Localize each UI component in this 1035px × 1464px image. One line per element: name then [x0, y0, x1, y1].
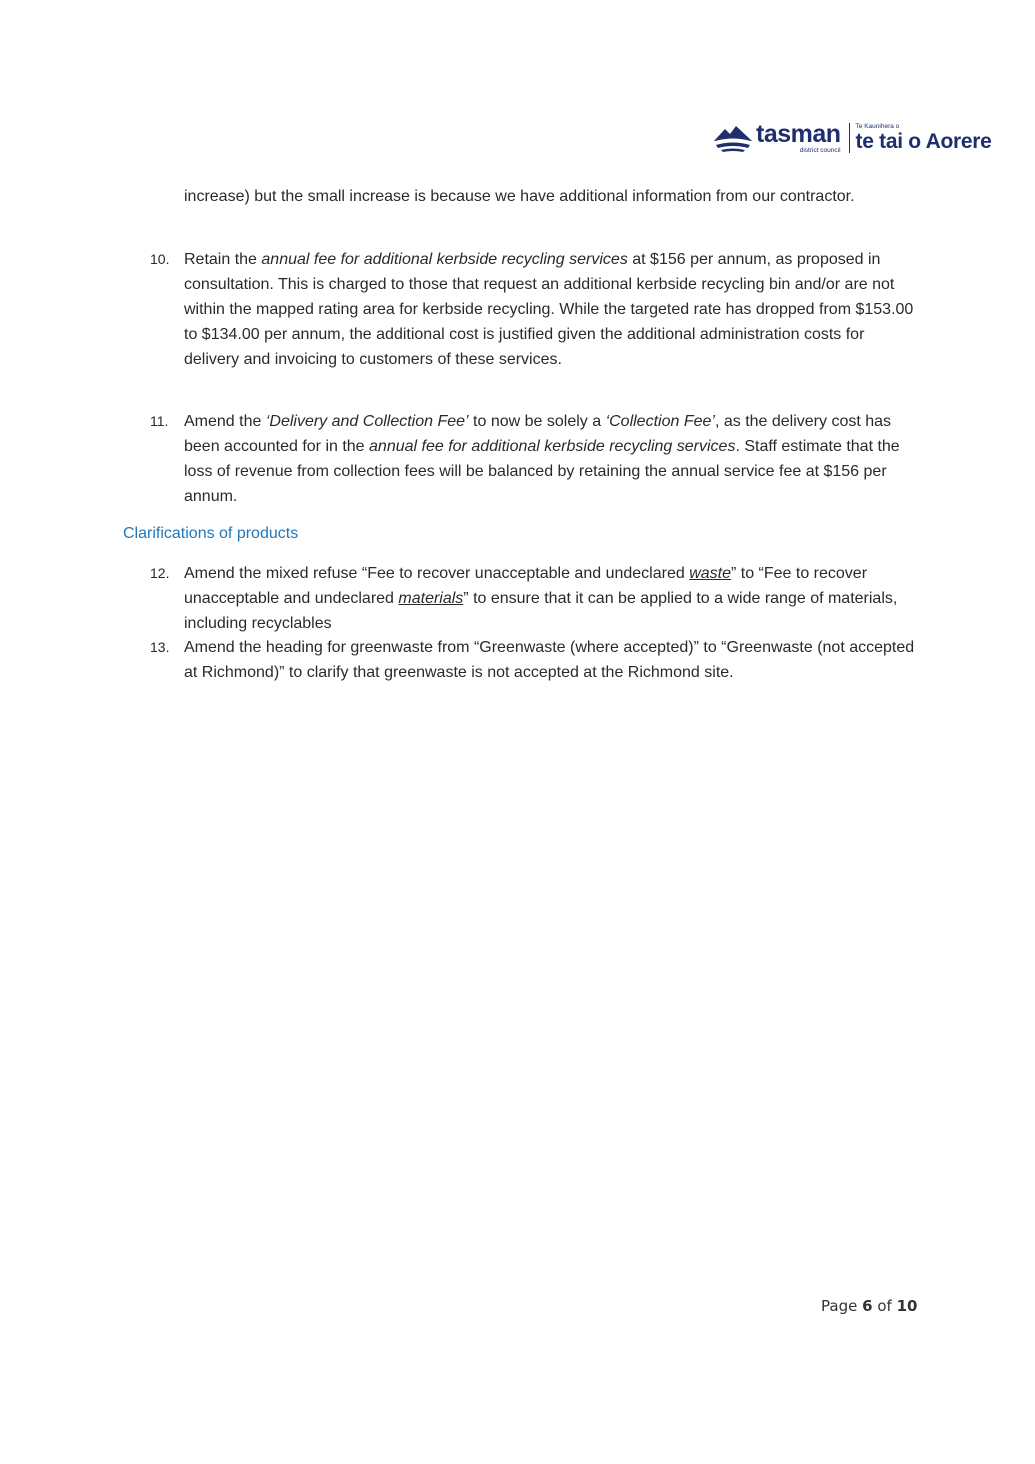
list-item [150, 561, 920, 636]
page-number: Page 6 of 10 [821, 1297, 918, 1315]
continuation-paragraph: increase) but the small increase is because we have additional information from our contractor. [184, 188, 855, 205]
list-item-number: 13. [150, 639, 170, 655]
logo-brand: tasman [756, 119, 841, 148]
mountain-logo-icon [712, 121, 754, 155]
list-item-number: 12. [150, 565, 170, 581]
council-logo [712, 116, 991, 160]
logo-brand-sub: district council [799, 146, 841, 154]
logo-divider [849, 123, 850, 153]
list-item-number: 11. [150, 413, 169, 429]
list-item [150, 635, 920, 685]
list-item-text: Amend the heading for greenwaste from “Greenwaste (where accepted)” to “Greenwaste (not accepted at Richmond)” to clarify that greenwaste is not accepted at the Richmond site. [184, 639, 915, 681]
section-heading: Clarifications of products [123, 525, 299, 542]
list-item [150, 247, 920, 372]
list-item [150, 409, 920, 509]
list-item-text: Amend the mixed refuse “Fee to recover unacceptable and undeclared waste” to “Fee to recover unacceptable and undeclared materials” to ensure that it can be applied to a wide range of materials, including recyclables [184, 565, 898, 632]
list-item-text: Amend the ‘Delivery and Collection Fee’ to now be solely a ‘Collection Fee’, as the delivery cost has been accounted for in the annual fee for additional kerbside recycling services. Staff estimate that the loss of revenue from collection fees will be balanced by retaining the annual service fee at $156 per annum. [184, 413, 900, 505]
list-item-number: 10. [150, 251, 170, 267]
logo-maori-big: te tai o Aorere [855, 130, 992, 153]
list-item-text: Retain the annual fee for additional kerbside recycling services at $156 per annum, as proposed in consultation. This is charged to those that request an additional kerbside recycling bin and/or are not within the mapped rating area for kerbside recycling. While the targeted rate has dropped from $153.00 to $134.00 per annum, the additional cost is justified given the additional administration costs for delivery and invoicing to customers of these services. [184, 251, 914, 368]
logo-maori-small: Te Kaunihera o [855, 123, 900, 130]
